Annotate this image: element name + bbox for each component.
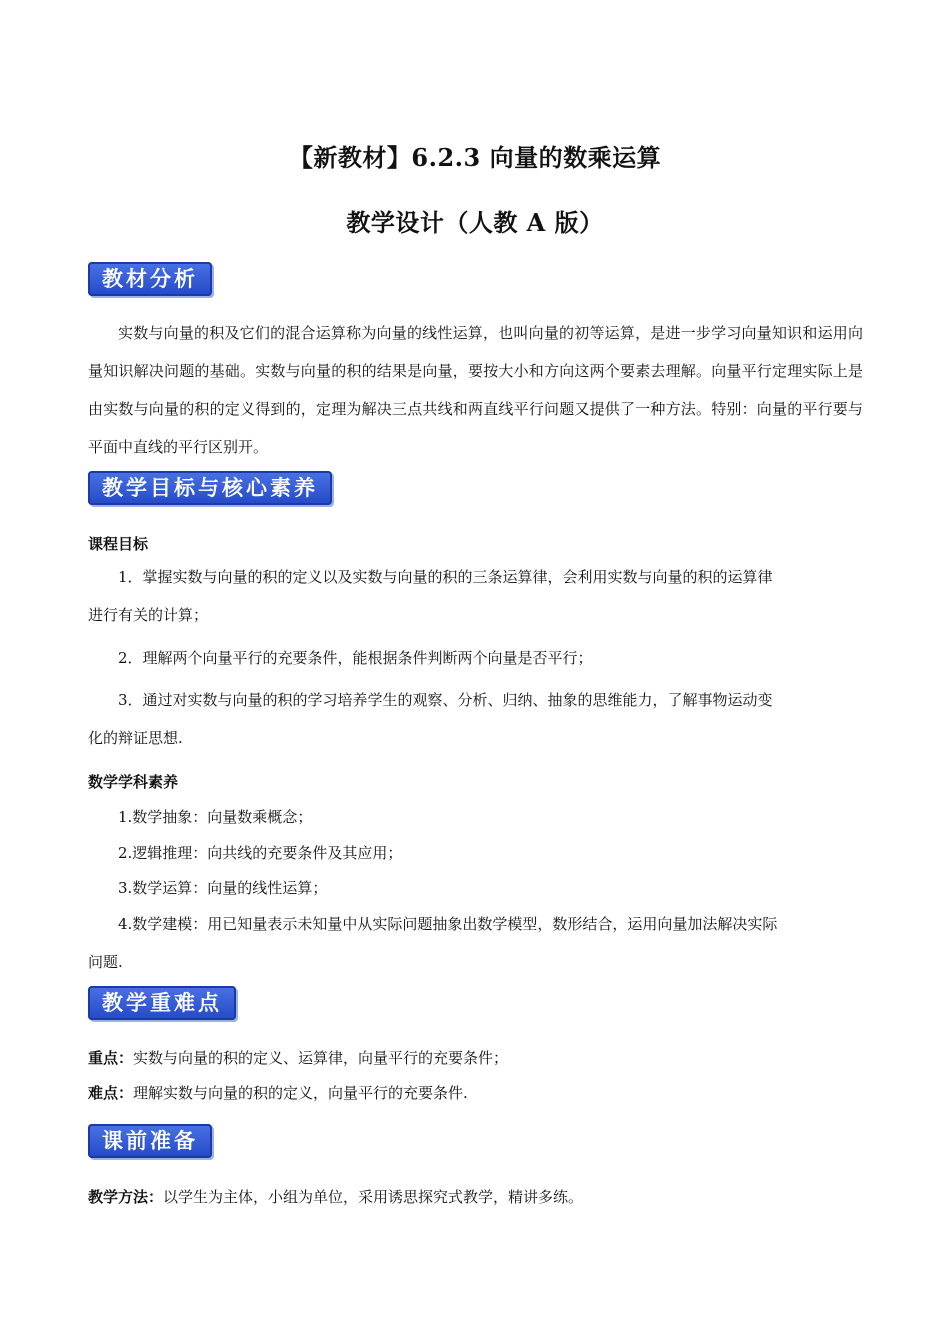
document-subtitle: 教学设计（人教 A 版） [346, 208, 604, 237]
goal-item-1-line-2: 进行有关的计算； [88, 606, 209, 624]
document-title: 【新教材】6.2.3 向量的数乘运算 [288, 143, 662, 172]
goal-item-3-line-2: 化的辩证思想. [88, 729, 183, 747]
literacy-item-4-line-1: 4.数学建模：用已知量表示未知量中从实际问题抽象出数学模型，数形结合，运用向量加法解决实际 [118, 915, 778, 933]
difficult-point-line [88, 1082, 868, 1104]
literacy-heading: 数学学科素养 [88, 773, 179, 791]
difficult-point-text: 理解实数与向量的积的定义，向量平行的充要条件. [133, 1084, 468, 1102]
section-badge-goals: 教学目标与核心素养 [88, 471, 332, 505]
section-badge-keypoints: 教学重难点 [88, 986, 236, 1020]
literacy-item-2: 2.逻辑推理：向共线的充要条件及其应用； [118, 844, 403, 862]
section-badge-prep: 课前准备 [88, 1124, 212, 1158]
key-point-text: 实数与向量的积的定义、运算律，向量平行的充要条件； [133, 1049, 509, 1067]
literacy-item-3: 3.数学运算：向量的线性运算； [118, 879, 328, 897]
analysis-paragraph: 实数与向量的积及它们的混合运算称为向量的线性运算，也叫向量的初等运算，是进一步学习向量知识和运用向量知识解决问题的基础。实数与向量的积的结果是向量，要按大小和方向这两个要素去理解。向量平行定理实际上是由实数与向量的积的定义得到的，定理为解决三点共线和两直线平行问题又提供了一种方法。特别：向量的平行要与平面中直线的平行区别开。 [88, 324, 863, 456]
literacy-item-1: 1.数学抽象：向量数乘概念； [118, 808, 313, 826]
goal-item-1-line-1: 1．掌握实数与向量的积的定义以及实数与向量的积的三条运算律，会利用实数与向量的积的运算律 [118, 568, 773, 586]
key-point-label: 重点： [88, 1049, 134, 1067]
course-goals-heading: 课程目标 [88, 535, 149, 553]
teaching-method-text: 以学生为主体，小组为单位，采用诱思探究式教学，精讲多练。 [163, 1188, 584, 1206]
goal-item-2: 2．理解两个向量平行的充要条件，能根据条件判断两个向量是否平行； [118, 649, 593, 667]
teaching-method-line [88, 1186, 868, 1208]
section-badge-analysis: 教材分析 [88, 262, 212, 296]
literacy-item-4-line-2: 问题. [88, 953, 123, 971]
difficult-point-label: 难点： [88, 1084, 134, 1102]
teaching-method-label: 教学方法： [88, 1188, 164, 1206]
key-point-line [88, 1047, 868, 1069]
goal-item-3-line-1: 3．通过对实数与向量的积的学习培养学生的观察、分析、归纳、抽象的思维能力，了解事物运动变 [118, 691, 773, 709]
